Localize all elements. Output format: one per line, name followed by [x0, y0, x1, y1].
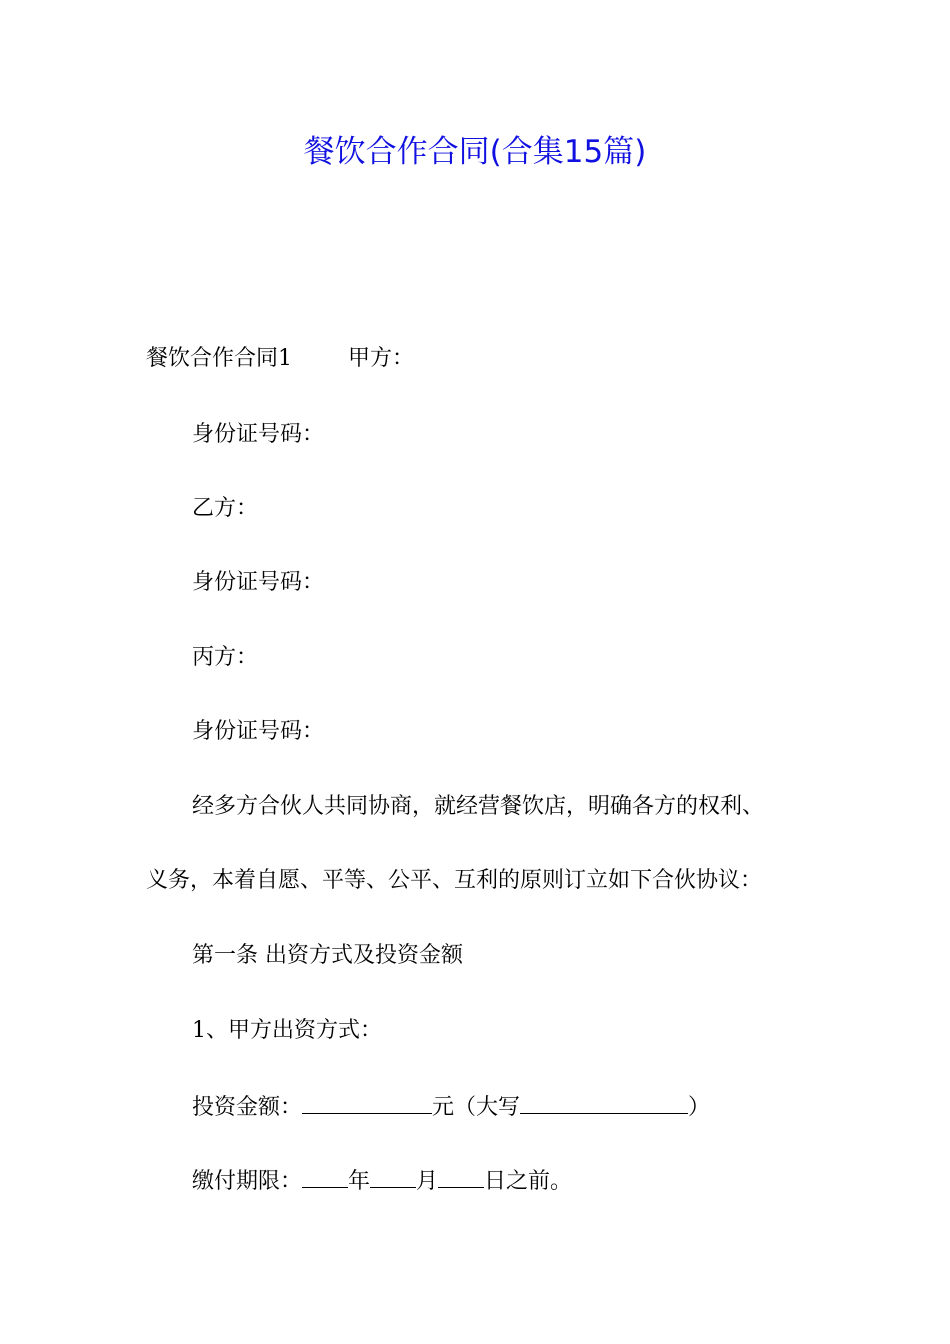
- intro-paragraph-line-2: 义务，本着自愿、平等、公平、互利的原则订立如下合伙协议：: [146, 868, 763, 893]
- month-blank: [370, 1165, 416, 1188]
- id-c-label: 身份证号码：: [192, 719, 325, 744]
- deadline-label: 缴付期限：: [192, 1169, 303, 1194]
- id-b-label: 身份证号码：: [192, 570, 325, 595]
- month-label: 月: [416, 1169, 439, 1194]
- party-c-label: 丙方：: [192, 645, 259, 670]
- article-1-title: 第一条 出资方式及投资金额: [192, 943, 463, 968]
- payment-deadline-line: [192, 1165, 572, 1197]
- document-title: 餐饮合作合同(合集15篇): [303, 134, 647, 170]
- amount-blank: [302, 1091, 432, 1114]
- party-a-label: 甲方：: [348, 346, 415, 371]
- day-label: 日之前。: [484, 1169, 573, 1194]
- year-label: 年: [348, 1169, 371, 1194]
- intro-paragraph-line-1: 经多方合伙人共同协商，就经营餐饮店，明确各方的权利、: [192, 794, 765, 819]
- amount-unit: 元（大写: [432, 1095, 521, 1120]
- party-b-label: 乙方：: [192, 496, 259, 521]
- amount-close: ）: [688, 1095, 711, 1120]
- year-blank: [302, 1165, 348, 1188]
- investment-amount-line: [192, 1091, 710, 1123]
- contract-heading-line: [146, 344, 414, 374]
- amount-label: 投资金额：: [192, 1095, 303, 1120]
- contract-heading: 餐饮合作合同1: [146, 346, 292, 371]
- item-1-label: 1、甲方出资方式：: [192, 1018, 382, 1043]
- amount-in-words-blank: [520, 1091, 688, 1114]
- id-a-label: 身份证号码：: [192, 422, 325, 447]
- day-blank: [438, 1165, 484, 1188]
